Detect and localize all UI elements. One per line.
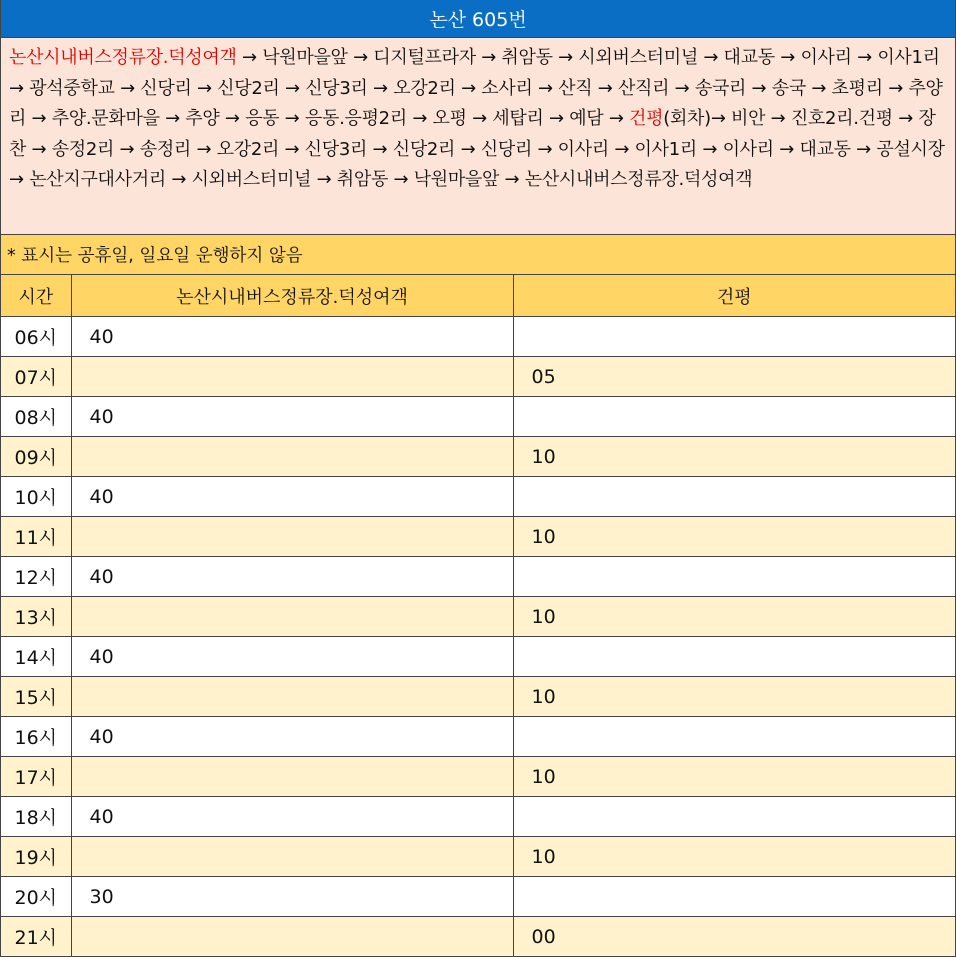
header-departure-origin: 논산시내버스정류장.덕성여객	[71, 275, 513, 317]
origin-departure-cell	[71, 357, 513, 397]
hour-cell: 11시	[1, 517, 71, 557]
origin-departure-cell	[71, 757, 513, 797]
turnaround-departure-cell: 10	[513, 597, 955, 637]
origin-departure-cell	[71, 437, 513, 477]
hour-cell: 07시	[1, 357, 71, 397]
origin-departure-cell: 40	[71, 397, 513, 437]
turnaround-departure-cell: 10	[513, 677, 955, 717]
table-row	[1, 837, 955, 877]
table-row	[1, 637, 955, 677]
turnaround-departure-cell	[513, 317, 955, 357]
hour-cell: 06시	[1, 317, 71, 357]
origin-departure-cell: 40	[71, 557, 513, 597]
header-departure-turnaround: 건평	[513, 275, 955, 317]
table-row	[1, 437, 955, 477]
turnaround-departure-cell	[513, 797, 955, 837]
table-header-row	[1, 275, 955, 317]
table-row	[1, 677, 955, 717]
route-start-stop: 논산시내버스정류장.덕성여객	[9, 47, 237, 68]
turnaround-departure-cell: 05	[513, 357, 955, 397]
hour-cell: 17시	[1, 757, 71, 797]
origin-departure-cell	[71, 677, 513, 717]
origin-departure-cell: 40	[71, 637, 513, 677]
hour-cell: 19시	[1, 837, 71, 877]
turnaround-departure-cell	[513, 717, 955, 757]
hour-cell: 21시	[1, 917, 71, 957]
origin-departure-cell	[71, 837, 513, 877]
turnaround-departure-cell	[513, 637, 955, 677]
table-row	[1, 797, 955, 837]
hour-cell: 14시	[1, 637, 71, 677]
turnaround-departure-cell: 10	[513, 757, 955, 797]
origin-departure-cell: 30	[71, 877, 513, 917]
turnaround-departure-cell	[513, 477, 955, 517]
table-row	[1, 757, 955, 797]
origin-departure-cell: 40	[71, 477, 513, 517]
turnaround-departure-cell: 10	[513, 517, 955, 557]
hour-cell: 10시	[1, 477, 71, 517]
origin-departure-cell: 40	[71, 717, 513, 757]
table-row	[1, 477, 955, 517]
header-hour: 시간	[1, 275, 71, 317]
origin-departure-cell: 40	[71, 317, 513, 357]
route-description	[1, 38, 955, 235]
table-row	[1, 597, 955, 637]
hour-cell: 08시	[1, 397, 71, 437]
turnaround-departure-cell: 00	[513, 917, 955, 957]
hour-cell: 15시	[1, 677, 71, 717]
table-row	[1, 357, 955, 397]
hour-cell: 13시	[1, 597, 71, 637]
hour-cell: 20시	[1, 877, 71, 917]
hour-cell: 18시	[1, 797, 71, 837]
hour-cell: 16시	[1, 717, 71, 757]
page-title: 논산 605번	[1, 0, 955, 38]
route-turnaround-stop: 건평	[629, 108, 664, 129]
table-row	[1, 717, 955, 757]
origin-departure-cell	[71, 917, 513, 957]
table-row	[1, 557, 955, 597]
origin-departure-cell: 40	[71, 797, 513, 837]
turnaround-departure-cell	[513, 877, 955, 917]
turnaround-departure-cell	[513, 397, 955, 437]
table-row	[1, 397, 955, 437]
origin-departure-cell	[71, 517, 513, 557]
table-row	[1, 877, 955, 917]
route-stops-outbound: → 낙원마을앞 → 디지털프라자 → 취암동 → 시외버스터미널 → 대교동 → 이사리 → 이사1리 → 광석중학교 → 신당리 → 신당2리 → 신당3리 → 오강2리 → 소사리 → 산직 → 산직리 → 송국리 → 송국 → 초평리 → 추양리 → 추양.문화마을 → 추양 → 응동 → 응동.응평2리 → 오평 → 세탑리 → 예담 →	[9, 47, 943, 129]
origin-departure-cell	[71, 597, 513, 637]
schedule-table	[1, 275, 955, 957]
turnaround-departure-cell: 10	[513, 837, 955, 877]
service-note: * 표시는 공휴일, 일요일 운행하지 않음	[1, 235, 955, 275]
turnaround-departure-cell	[513, 557, 955, 597]
turnaround-departure-cell: 10	[513, 437, 955, 477]
table-row	[1, 917, 955, 957]
route-stops-return: (회차)→ 비안 → 진호2리.건평 → 장찬 → 송정2리 → 송정리 → 오강2리 → 신당3리 → 신당2리 → 신당리 → 이사리 → 이사1리 → 이사리 → 대교동 → 공설시장 → 논산지구대사거리 → 시외버스터미널 → 취암동 → 낙원마을앞 → 논산시내버스정류장.덕성여객	[9, 108, 945, 190]
table-row	[1, 517, 955, 557]
hour-cell: 09시	[1, 437, 71, 477]
hour-cell: 12시	[1, 557, 71, 597]
table-row	[1, 317, 955, 357]
